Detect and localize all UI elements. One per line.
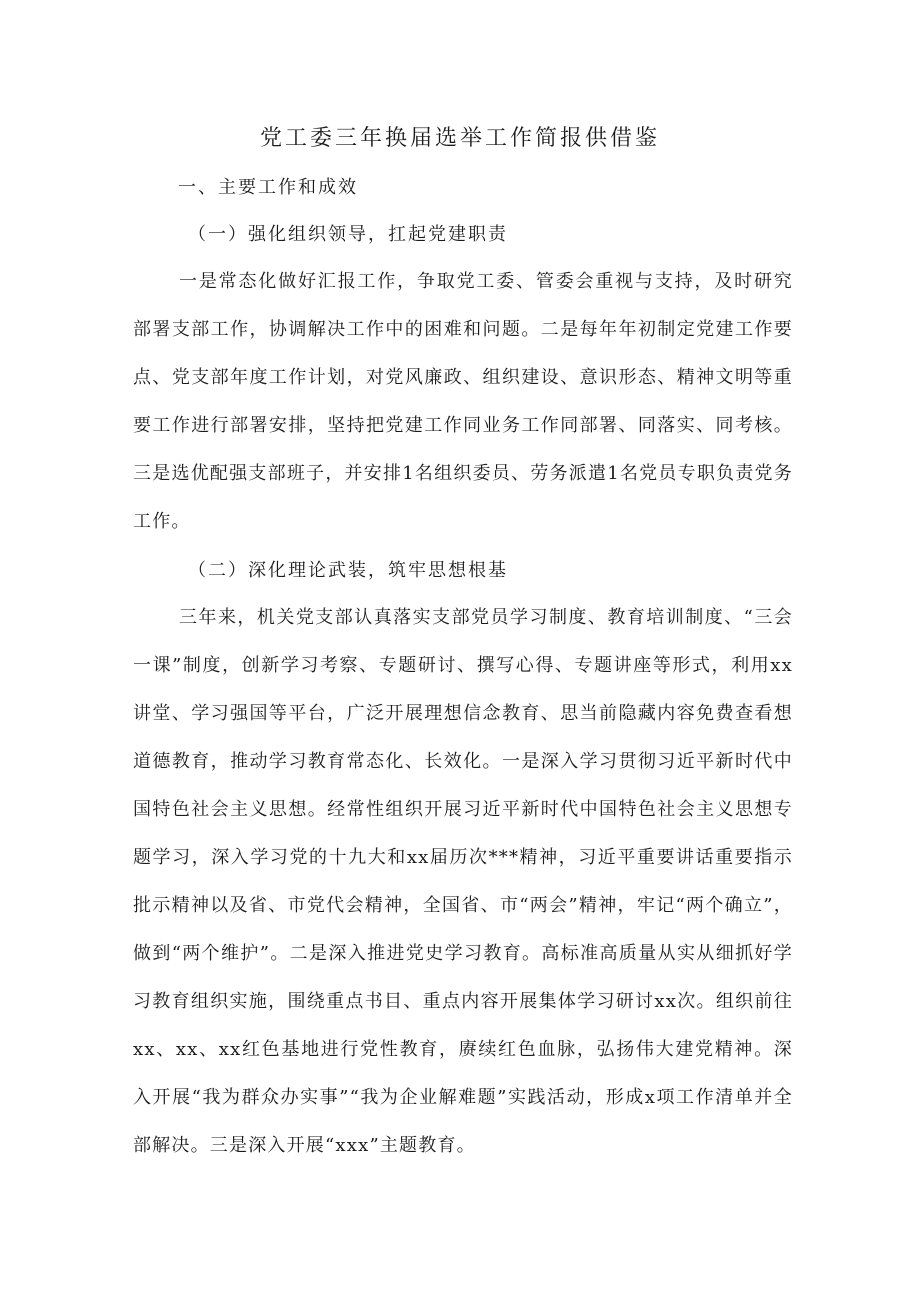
subsection-heading-theory: （二）深化理论武装，筑牢思想根基 [188,560,508,581]
subsection-heading-organization: （一）强化组织领导，扛起党建职责 [188,224,508,245]
document-title: 党工委三年换届选举工作简报供借鉴 [259,126,660,151]
section-heading-main-work: 一、主要工作和成效 [178,177,358,198]
paragraph-organization: 一是常态化做好汇报工作，争取党工委、管委会重视与支持，及时研究部署支部工作，协调解决工作中的困难和问题。二是每年年初制定党建工作要点、党支部年度工作计划，对党风廉政、组织建设、意识形态、精神文明等重要工作进行部署安排，坚持把党建工作同业务工作同部署、同落实、同考核。三是选优配强支部班子，并安排1名组织委员、劳务派遣1名党员专职负责党务工作。 [133,271,793,532]
paragraph-theory: 三年来，机关党支部认真落实支部党员学习制度、教育培训制度、“三会一课”制度，创新学习考察、专题研讨、撰写心得、专题讲座等形式，利用xx讲堂、学习强国等平台，广泛开展理想信念教育、思当前隐藏内容免费查看想道德教育，推动学习教育常态化、长效化。一是深入学习贯彻习近平新时代中国特色社会主义思想。经常性组织开展习近平新时代中国特色社会主义思想专题学习，深入学习党的十九大和xx届历次***精神，习近平重要讲话重要指示批示精神以及省、市党代会精神，全国省、市“两会”精神，牢记“两个确立”，做到“两个维护”。二是深入推进党史学习教育。高标准高质量从实从细抓好学习教育组织实施，围绕重点书目、重点内容开展集体学习研讨xx次。组织前往xx、xx、xx红色基地进行党性教育，赓续红色血脉，弘扬伟大建党精神。深入开展“我为群众办实事”“我为企业解难题”实践活动，形成x项工作清单并全部解决。三是深入开展“xxx”主题教育。 [133,607,793,1156]
